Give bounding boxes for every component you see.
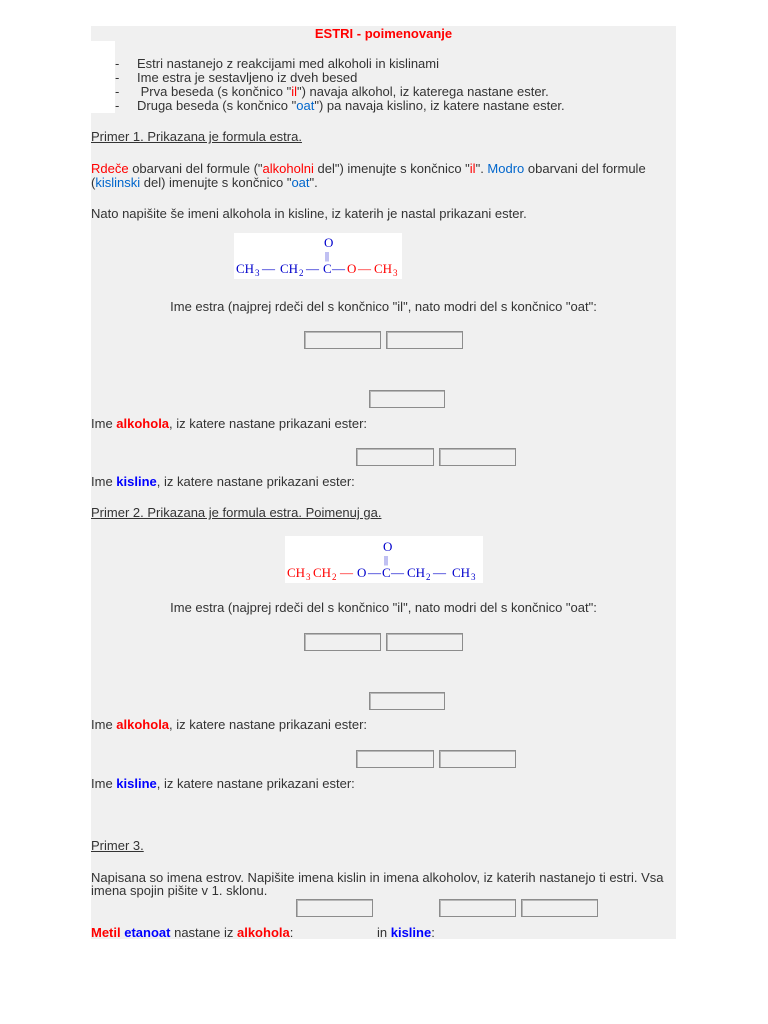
formula-sub: 2 xyxy=(426,572,431,582)
bullet-margin xyxy=(91,41,115,113)
ester-formula-2 xyxy=(285,536,483,583)
formula-bond: — xyxy=(340,565,353,580)
formula-atom: CH xyxy=(236,261,255,276)
formula-sub: 3 xyxy=(306,572,311,582)
formula-bond: — xyxy=(262,261,275,276)
acid-label: Ime kisline, iz katere nastane prikazani ester: xyxy=(91,474,355,489)
acid-name-input-1[interactable] xyxy=(356,750,434,768)
bullet-item: - Prva beseda (s končnico "il") navaja alkohol, iz katerega nastane ester. xyxy=(115,84,549,99)
formula-sub: 3 xyxy=(255,268,260,278)
alcohol-label: Ime alkohola, iz katere nastane prikazani ester: xyxy=(91,717,368,732)
ester-formula-1 xyxy=(234,233,402,279)
formula-atom: O xyxy=(347,261,357,276)
ester-oate-input[interactable] xyxy=(386,633,463,651)
ester-alkyl-input[interactable] xyxy=(304,331,381,349)
example-3-heading: Primer 3. xyxy=(91,838,144,853)
acid-name-input-2[interactable] xyxy=(521,899,598,917)
alcohol-label: Ime alkohola, iz katere nastane prikazani ester: xyxy=(91,416,368,431)
formula-bond: || xyxy=(325,251,330,262)
formula-atom: O xyxy=(324,235,334,250)
formula-sub: 2 xyxy=(299,268,304,278)
instruction-line: Nato napišite še imeni alkohola in kisline, iz katerih je nastal prikazani ester. xyxy=(91,206,527,221)
formula-bond: — xyxy=(306,261,319,276)
formula-sub: 3 xyxy=(471,572,476,582)
bullet-item: - Estri nastanejo z reakcijami med alkoholi in kislinami xyxy=(115,56,440,71)
formula-bond: || xyxy=(384,555,389,566)
alcohol-name-input[interactable] xyxy=(296,899,373,917)
formula-sub: 2 xyxy=(332,572,337,582)
worksheet xyxy=(91,26,676,939)
formula-atom: O xyxy=(383,539,393,554)
acid-label: Ime kisline, iz katere nastane prikazani ester: xyxy=(91,776,355,791)
ester-oate-input[interactable] xyxy=(386,331,463,349)
formula-atom: CH xyxy=(280,261,299,276)
acid-name-input-1[interactable] xyxy=(439,899,516,917)
ester-name-prompt: Ime estra (najprej rdeči del s končnico "il", nato modri del s končnico "oat": xyxy=(170,299,597,314)
bullet-item: - Druga beseda (s končnico "oat") pa navaja kislino, iz katere nastane ester. xyxy=(115,98,565,113)
formula-atom: C xyxy=(323,261,332,276)
instruction-line: Rdeče obarvani del formule ("alkoholni del") imenujte s končnico "il". Modro obarvani del formule xyxy=(91,161,646,176)
formula-bond: — xyxy=(332,261,345,276)
formula-atom: CH xyxy=(452,565,471,580)
acid-row-label: in kisline: xyxy=(377,925,435,940)
instruction-line: (kislinski del) imenujte s končnico "oat". xyxy=(91,175,318,190)
formula-atom: C xyxy=(382,565,391,580)
page-title: ESTRI - poimenovanje xyxy=(314,26,453,41)
acid-name-input-2[interactable] xyxy=(439,448,516,466)
ester-name-prompt: Ime estra (najprej rdeči del s končnico "il", nato modri del s končnico "oat": xyxy=(170,600,597,615)
example-1-heading: Primer 1. Prikazana je formula estra. xyxy=(91,129,302,144)
instruction-line: Napisana so imena estrov. Napišite imena kislin in imena alkoholov, iz katerih nastanejo ti estri. Vsa xyxy=(91,870,664,885)
alcohol-name-input[interactable] xyxy=(369,390,445,408)
formula-sub: 3 xyxy=(393,268,398,278)
formula-atom: CH xyxy=(313,565,332,580)
acid-name-input-1[interactable] xyxy=(356,448,434,466)
formula-bond: — xyxy=(433,565,446,580)
formula-bond: — xyxy=(368,565,381,580)
ester-alkyl-input[interactable] xyxy=(304,633,381,651)
formula-atom: CH xyxy=(374,261,393,276)
formula-bond: — xyxy=(391,565,404,580)
ester-row-label: Metil etanoat nastane iz alkohola: xyxy=(91,925,294,940)
formula-atom: O xyxy=(357,565,367,580)
formula-atom: CH xyxy=(407,565,426,580)
acid-name-input-2[interactable] xyxy=(439,750,516,768)
instruction-line: imena spojin pišite v 1. sklonu. xyxy=(91,883,268,898)
alcohol-name-input[interactable] xyxy=(369,692,445,710)
example-2-heading: Primer 2. Prikazana je formula estra. Poimenuj ga. xyxy=(91,505,382,520)
formula-bond: — xyxy=(358,261,371,276)
formula-atom: CH xyxy=(287,565,306,580)
bullet-item: - Ime estra je sestavljeno iz dveh besed xyxy=(115,70,358,85)
